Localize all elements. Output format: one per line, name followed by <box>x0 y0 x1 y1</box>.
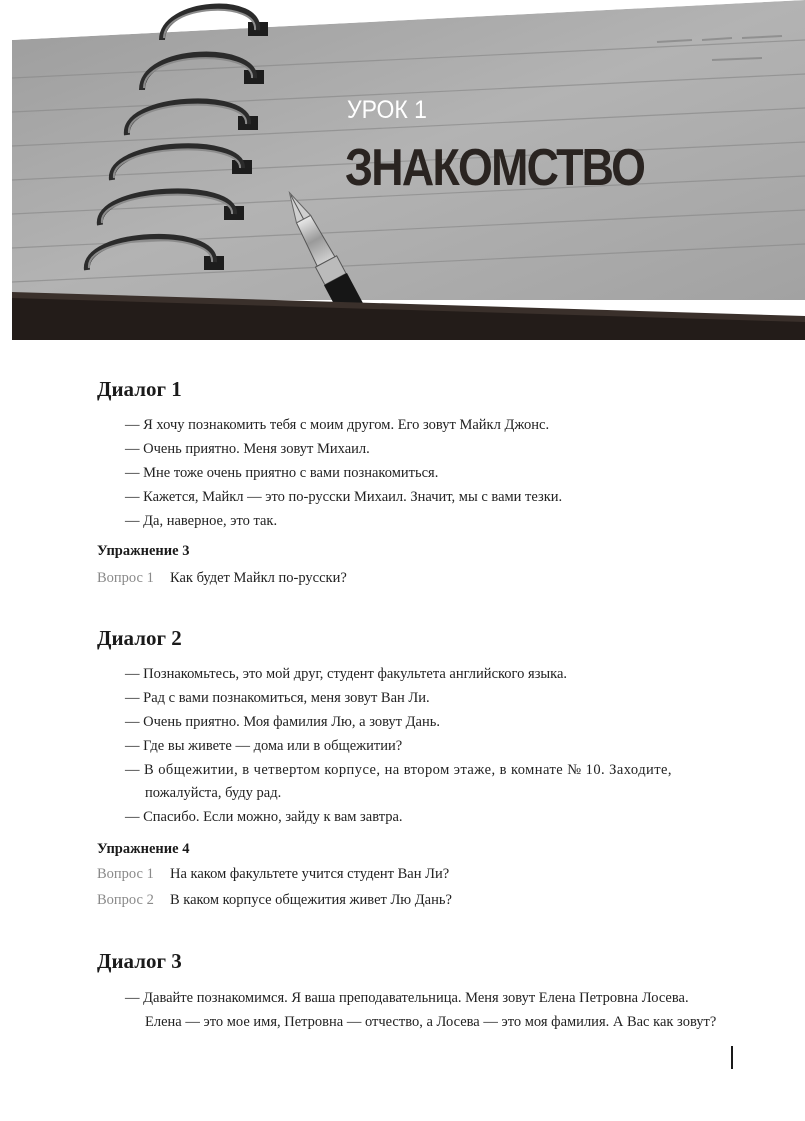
dialog-1-heading: Диалог 1 <box>97 377 182 401</box>
lesson-title: ЗНАКОМСТВО <box>345 139 645 197</box>
dialog-line: — Познакомьтесь, это мой друг, студент факультета английского языка. <box>125 666 568 682</box>
dialog-line-continuation: пожалуйста, буду рад. <box>145 785 282 801</box>
exercise-3-heading: Упражнение 3 <box>97 543 190 559</box>
question-row <box>97 892 452 909</box>
question-row <box>97 866 449 883</box>
dialog-line: — Кажется, Майкл — это по-русски Михаил. Значит, мы с вами тезки. <box>125 489 563 505</box>
dialog-line: — Давайте познакомимся. Я ваша преподавательница. Меня зовут Елена Петровна Лосева. <box>125 990 689 1006</box>
dialog-line: — Очень приятно. Моя фамилия Лю, а зовут Дань. <box>125 714 440 730</box>
question-text: На каком факультете учится студент Ван Ли? <box>170 866 450 882</box>
question-row <box>97 570 347 587</box>
question-label: Вопрос 2 <box>97 892 154 908</box>
question-label: Вопрос 1 <box>97 866 154 882</box>
question-text: Как будет Майкл по-русски? <box>170 570 347 586</box>
dialog-line: — Где вы живете — дома или в общежитии? <box>125 738 403 754</box>
question-label: Вопрос 1 <box>97 570 154 586</box>
dialog-line: — Спасибо. Если можно, зайду к вам завтра. <box>125 809 403 825</box>
dialog-line: — Мне тоже очень приятно с вами познакомиться. <box>125 465 439 481</box>
lesson-number-label: УРОК 1 <box>347 96 427 124</box>
dialog-line: — Очень приятно. Меня зовут Михаил. <box>125 441 370 457</box>
dialog-line: — Рад с вами познакомиться, меня зовут Ван Ли. <box>125 690 430 706</box>
dialog-2-heading: Диалог 2 <box>97 626 182 650</box>
dialog-line: — В общежитии, в четвертом корпусе, на втором этаже, в комнате № 10. Заходите, <box>125 762 672 778</box>
header-banner <box>12 0 805 340</box>
question-text: В каком корпусе общежития живет Лю Дань? <box>170 892 452 908</box>
dialog-line: — Да, наверное, это так. <box>125 513 278 529</box>
dialog-line: — Я хочу познакомить тебя с моим другом. Его зовут Майкл Джонс. <box>125 417 550 433</box>
dialog-3-heading: Диалог 3 <box>97 949 182 973</box>
exercise-4-heading: Упражнение 4 <box>97 841 190 857</box>
page-edge-mark <box>731 1046 733 1069</box>
dialog-line-continuation: Елена — это мое имя, Петровна — отчество, а Лосева — это моя фамилия. А Вас как зовут? <box>145 1014 717 1030</box>
